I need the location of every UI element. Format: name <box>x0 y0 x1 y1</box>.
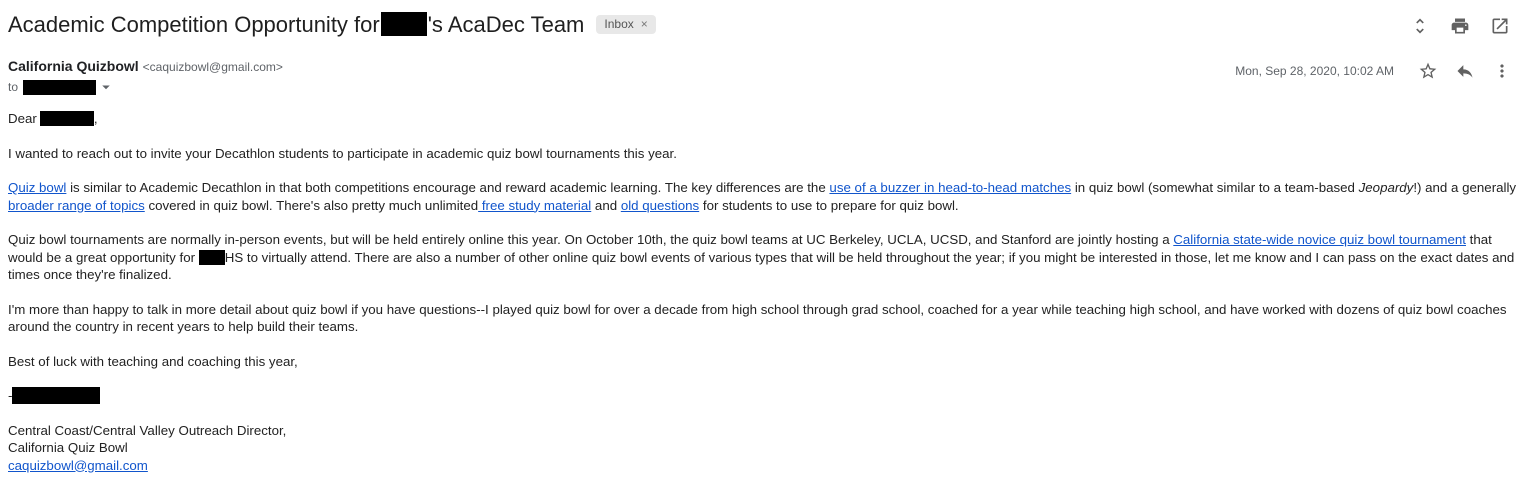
more-vert-icon <box>1492 69 1512 84</box>
more-options-button[interactable] <box>1492 61 1512 81</box>
reply-icon <box>1455 69 1475 84</box>
paragraph-2-text: is similar to Academic Decathlon in that both competitions encourage and reward academic learning. The key differences are the <box>66 180 830 195</box>
paragraph-3-text: that would be a great opportunity for <box>8 232 1492 265</box>
sender-block <box>8 58 283 96</box>
paragraph-2 <box>8 179 1520 214</box>
to-label: to <box>8 80 19 94</box>
signature-title: Central Coast/Central Valley Outreach Director, <box>8 422 287 438</box>
subject-text-prefix: Academic Competition Opportunity for <box>8 12 380 37</box>
subject-row <box>0 0 1528 38</box>
paragraph-2-text: in quiz bowl (somewhat similar to a team-based <box>1071 180 1359 195</box>
paragraph-1: I wanted to reach out to invite your Decathlon students to participate in academic quiz bowl tournaments this year. <box>8 145 677 161</box>
signature-dash: - <box>8 388 13 403</box>
closing: Best of luck with teaching and coaching this year, <box>8 353 298 369</box>
paragraph-3-text: HS to virtually attend. There are also a number of other online quiz bowl events of various types that will be held throughout the year; if you might be interested in those, let me know and I can pass on the exact dates and times once they're finalized. <box>8 249 1515 282</box>
to-line <box>8 78 283 96</box>
link-old-questions[interactable]: old questions <box>620 197 700 213</box>
link-quiz-bowl[interactable]: Quiz bowl <box>8 180 67 195</box>
redaction-signature-name <box>12 387 100 404</box>
sender-line <box>8 58 283 75</box>
paragraph-4: I'm more than happy to talk in more detail about quiz bowl if you have questions--I played quiz bowl for over a decade from high school through grad school, coached for a year while teaching high school, and have worked with dozens of quiz bowl coaches around the country in recent years to help build their teams. <box>8 301 1507 334</box>
star-button[interactable] <box>1418 61 1438 81</box>
paragraph-3 <box>8 231 1520 284</box>
subject-text-suffix: 's AcaDec Team <box>427 12 585 37</box>
arrow-drop-down-icon <box>97 84 115 99</box>
paragraph-2-text: !) and a generally <box>1413 180 1517 195</box>
signature-block <box>8 422 1520 475</box>
message-date: Mon, Sep 28, 2020, 10:02 AM <box>1235 64 1394 78</box>
redaction-subject-name <box>381 12 427 36</box>
print-button[interactable] <box>1450 16 1470 36</box>
paragraph-2-text: for students to use to prepare for quiz bowl. <box>699 197 959 213</box>
email-subject <box>8 12 656 38</box>
link-buzzer-matches[interactable]: use of a buzzer in head-to-head matches <box>829 180 1072 195</box>
link-broader-topics[interactable]: broader range of topics <box>8 197 145 213</box>
open-in-new-icon <box>1490 24 1510 39</box>
greeting-text: Dear <box>8 111 37 126</box>
signature-org: California Quiz Bowl <box>8 440 128 455</box>
sender-email: <caquizbowl@gmail.com> <box>142 60 283 74</box>
message-actions <box>1235 58 1512 81</box>
unfold-more-icon <box>1410 24 1430 39</box>
inbox-label: Inbox <box>604 17 634 31</box>
sender-name: California Quizbowl <box>8 58 139 74</box>
signature-name-line <box>8 387 1520 405</box>
reply-button[interactable] <box>1455 61 1475 81</box>
expand-all-button[interactable] <box>1410 16 1430 36</box>
redaction-greeting-name <box>40 111 94 126</box>
email-body <box>0 96 1528 474</box>
jeopardy-italic: Jeopardy <box>1358 180 1414 195</box>
show-details-button[interactable] <box>97 78 115 96</box>
paragraph-2-text: and <box>591 197 621 213</box>
signature-email-link[interactable]: caquizbowl@gmail.com <box>8 457 148 473</box>
remove-label-icon[interactable]: × <box>640 17 648 31</box>
paragraph-2-text: covered in quiz bowl. There's also pretty much unlimited <box>144 197 479 213</box>
link-novice-tournament[interactable]: California state-wide novice quiz bowl tournament <box>1173 232 1466 247</box>
open-in-new-button[interactable] <box>1490 16 1510 36</box>
redaction-recipient <box>23 80 96 95</box>
thread-actions <box>1410 12 1510 36</box>
message-header <box>0 38 1528 96</box>
greeting <box>8 110 1520 128</box>
link-free-study-material[interactable]: free study material <box>478 197 592 213</box>
greeting-punct: , <box>93 111 98 126</box>
redaction-school-name <box>199 250 225 265</box>
print-icon <box>1450 24 1470 39</box>
label-chip-inbox[interactable] <box>596 15 655 34</box>
paragraph-3-text: Quiz bowl tournaments are normally in-person events, but will be held entirely online this year. On October 10th, the quiz bowl teams at UC Berkeley, UCLA, UCSD, and Stanford are jointly hosting a <box>8 232 1174 247</box>
star-outline-icon <box>1418 69 1438 84</box>
